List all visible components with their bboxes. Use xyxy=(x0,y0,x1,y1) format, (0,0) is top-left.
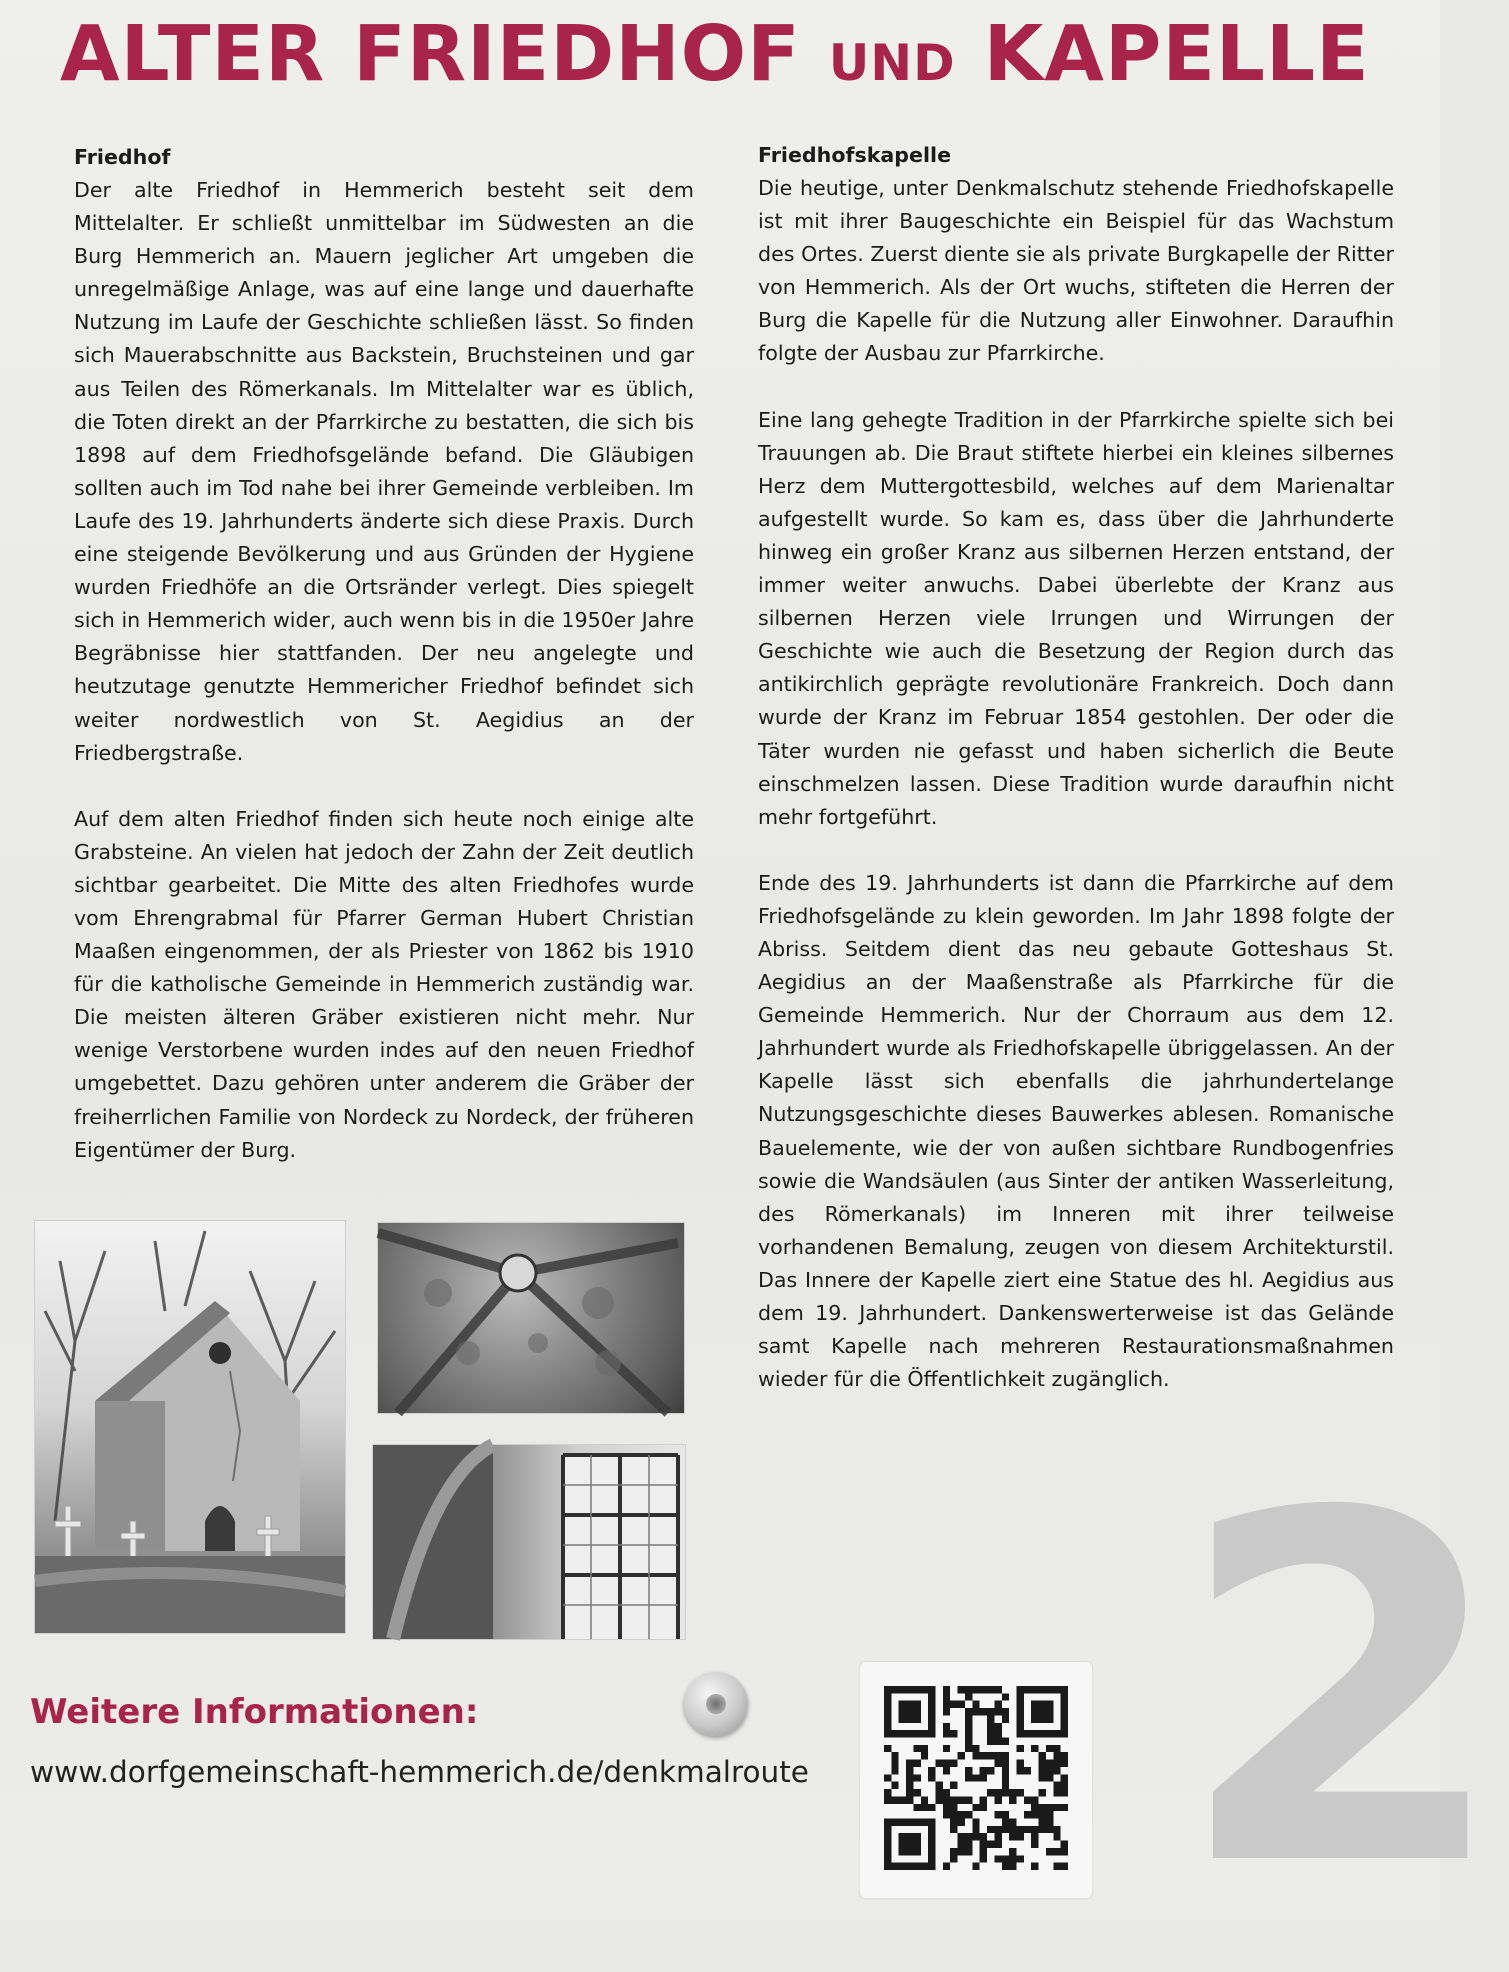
kapelle-paragraph-1: Die heutige, unter Denkmalschutz stehende Friedhofskapelle ist mit ihrer Baugeschichte ein Beispiel für das Wachstum des Ortes. Zuerst diente sie als private Burgkapelle der Ritter von Hemmerich. Als der Ort wuchs, stifteten die Herren der Burg die Kapelle für die Nutzung aller Einwohner. Daraufhin folgte der Ausbau zur Pfarrkirche. xyxy=(758,176,1394,366)
friedhof-paragraph-2: Auf dem alten Friedhof finden sich heute noch einige alte Grabsteine. An vielen hat jedoch der Zahn der Zeit deutlich sichtbar gearbeitet. Die Mitte des alten Friedhofes wurde vom Ehrengrabmal für Pfarrer German Hubert Christian Maaßen eingenommen, der als Priester von 1862 bis 1910 für die katholische Gemeinde in Hemmerich zuständig war. Die meisten älteren Gräber existieren nicht mehr. Nur wenige Verstorbene wurden indes auf den neuen Friedhof umgebettet. Dazu gehören unter anderem die Gräber der freiherrlichen Familie von Nordeck zu Nordeck, der früheren Eigentümer der Burg. xyxy=(74,806,694,1162)
mounting-screw-icon xyxy=(684,1672,748,1736)
page-title xyxy=(60,0,1400,110)
chapel-exterior-illustration xyxy=(35,1221,345,1633)
qr-code-icon[interactable] xyxy=(884,1686,1068,1870)
title-part-2: KAPELLE xyxy=(983,10,1370,99)
website-url[interactable]: www.dorfgemeinschaft-hemmerich.de/denkmalroute xyxy=(30,1755,809,1789)
more-information-heading: Weitere Informationen: xyxy=(30,1692,479,1732)
section-heading-friedhof: Friedhof xyxy=(74,145,171,169)
title-part-1: ALTER FRIEDHOF xyxy=(60,10,801,99)
station-number: 2 xyxy=(1175,1413,1509,1972)
right-column-friedhofskapelle xyxy=(758,139,1394,1396)
vault-ceiling-illustration xyxy=(378,1223,684,1413)
chapel-window-illustration xyxy=(373,1445,685,1639)
vault-ceiling-photo xyxy=(377,1222,685,1414)
title-connector: UND xyxy=(828,34,956,92)
kapelle-paragraph-2: Eine lang gehegte Tradition in der Pfarrkirche spielte sich bei Trauungen ab. Die Braut stiftete hierbei ein kleines silbernes Herz dem Muttergottesbild, welches auf dem Marienaltar aufgestellt wurde. So kam es, dass über die Jahrhunderte hinweg ein großer Kranz aus silbernen Herzen entstand, der immer weiter anwuchs. Dabei überlebte der Kranz aus silbernen Herzen viele Irrungen und Wirrungen der Geschichte wie auch die Besetzung der Region durch das antikirchlich geprägte revolutionäre Frankreich. Doch dann wurde der Kranz im Februar 1854 gestohlen. Der oder die Täter wurden nie gefasst und haben sicherlich die Beute einschmelzen lassen. Diese Tradition wurde daraufhin nicht mehr fortgeführt. xyxy=(758,407,1394,829)
friedhof-paragraph-1: Der alte Friedhof in Hemmerich besteht seit dem Mittelalter. Er schließt unmittelbar im Südwesten an die Burg Hemmerich an. Mauern jeglicher Art umgeben die unregelmäßige Anlage, was auf eine lange und dauerhafte Nutzung im Laufe der Geschichte schließen lässt. So finden sich Mauerabschnitte aus Backstein, Bruchsteinen und gar aus Teilen des Römerkanals. Im Mittelalter war es üblich, die Toten direkt an der Pfarrkirche zu bestatten, die sich bis 1898 auf dem Friedhofsgelände befand. Die Gläubigen sollten auch im Tod nahe bei ihrer Gemeinde verbleiben. Im Laufe des 19. Jahrhunderts änderte sich diese Praxis. Durch eine steigende Bevölkerung und aus Gründen der Hygiene wurden Friedhöfe an die Ortsränder verlegt. Dies spiegelt sich in Hemmerich wider, auch wenn bis in die 1950er Jahre Begräbnisse hier stattfanden. Der neu angelegte und heutzutage genutzte Hemmericher Friedhof befindet sich weiter nordwestlich von St. Aegidius an der Friedbergstraße. xyxy=(74,178,694,765)
qr-code-card xyxy=(860,1662,1092,1898)
section-heading-friedhofskapelle: Friedhofskapelle xyxy=(758,143,952,167)
kapelle-paragraph-3: Ende des 19. Jahrhunderts ist dann die Pfarrkirche auf dem Friedhofsgelände zu klein geworden. Im Jahr 1898 folgte der Abriss. Seitdem dient das neu gebaute Gotteshaus St. Aegidius an der Maaßenstraße als Pfarrkirche für die Gemeinde Hemmerich. Nur der Chorraum aus dem 12. Jahrhundert wurde als Friedhofskapelle übriggelassen. An der Kapelle lässt sich ebenfalls die jahrhundertelange Nutzungsgeschichte dieses Bauwerkes ablesen. Romanische Bauelemente, wie der von außen sichtbare Rundbogenfries sowie die Wandsäulen (aus Sinter der antiken Wasserleitung, des Römerkanals) im Inneren mit ihrer teilweise vorhandenen Bemalung, zeugen von diesem Architekturstil. Das Innere der Kapelle ziert eine Statue des hl. Aegidius aus dem 19. Jahrhundert. Dankenswerterweise ist das Gelände samt Kapelle nach mehreren Restaurationsmaßnahmen wieder für die Öffentlichkeit zugänglich. xyxy=(758,870,1394,1392)
left-column-friedhof xyxy=(74,141,694,1167)
chapel-window-photo xyxy=(372,1444,686,1640)
chapel-exterior-photo xyxy=(34,1220,346,1634)
